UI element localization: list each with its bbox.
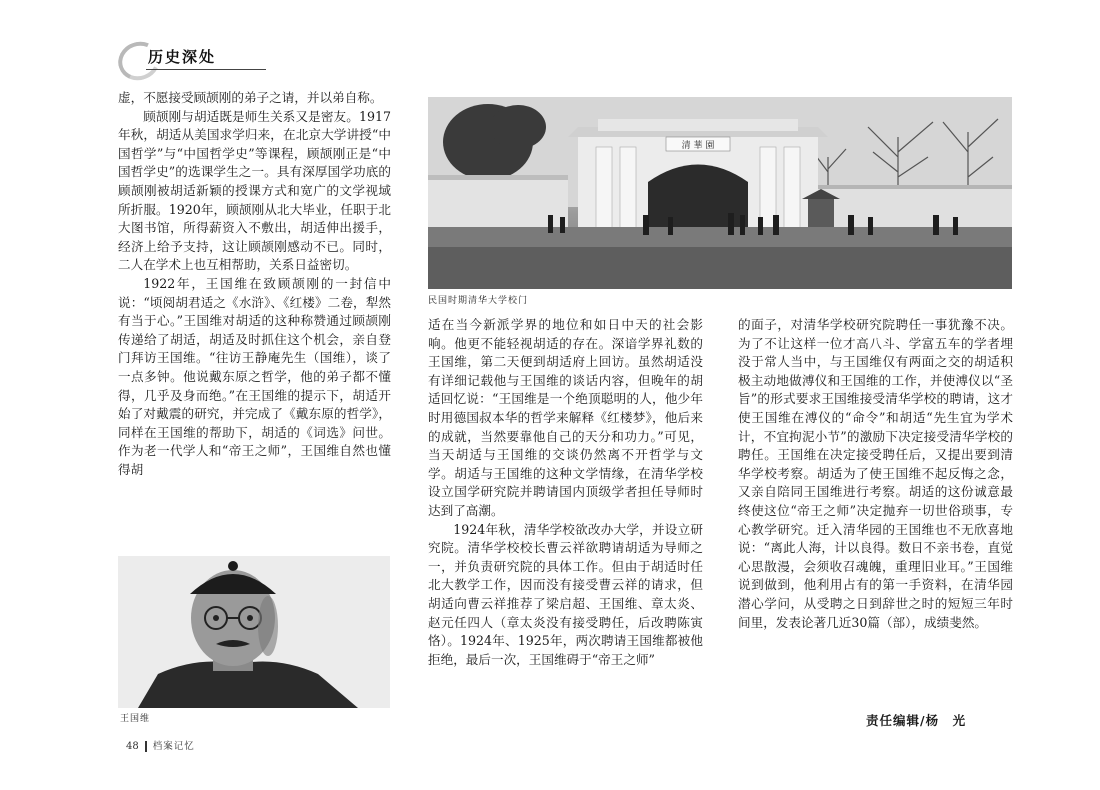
text-column-1 (118, 89, 391, 479)
paragraph: 1924年秋，清华学校欲改办大学，并设立研究院。清华学校校长曹云祥欲聘请胡适为导师之一，并负责研究院的具体工作。但由于胡适时任北大教学工作，因而没有接受曹云祥的请求，但胡适向曹云祥推荐了梁启超、王国维、章太炎、赵元任四人（章太炎没有接受聘任，后改聘陈寅恪）。1924年、1925年，两次聘请王国维都被他拒绝，最后一次，王国维碍于“帝王之师” (428, 521, 703, 667)
magazine-name: 档案记忆 (152, 741, 195, 752)
text-column-2 (428, 316, 703, 669)
tsinghua-gate-photo (428, 97, 1012, 289)
wang-guowei-portrait (118, 556, 390, 708)
portrait-caption: 王国维 (120, 714, 151, 724)
paragraph: 适在当今新派学界的地位和如日中天的社会影响。他更不能轻视胡适的存在。深谙学界礼数的王国维，第二天便到胡适府上回访。虽然胡适没有详细记载他与王国维的谈话内容，但晚年的胡适回忆说：“王国维是一个绝顶聪明的人，他少年时用德国叔本华的哲学来解释《红楼梦》，他后来的成就，当然要靠他自己的天分和功力。”可见，当天胡适与王国维的交谈仍然离不开哲学与文学。胡适与王国维的这种文学情缘，在清华学校设立国学研究院并聘请国内顶级学者担任导师时达到了高潮。 (428, 317, 703, 518)
gate-photo-caption: 民国时期清华大学校门 (428, 296, 529, 306)
paragraph: 虚，不愿接受顾颉刚的弟子之请，并以弟自称。 (118, 90, 383, 105)
section-rule (146, 69, 266, 70)
paragraph: 1922年，王国维在致顾颉刚的一封信中说：“顷阅胡君适之《水浒》、《红楼》二卷，犁然有当于心。”王国维对胡适的这种称赞通过顾颉刚传递给了胡适，胡适及时抓住这个机会，亲自登门拜访王国维。“往访王静庵先生（国维），谈了一点多钟。他说戴东原之哲学，他的弟子都不懂得，几乎及身而绝。”在王国维的提示下，胡适开始了对戴震的研究，并完成了《戴东原的哲学》，同样在王国维的帮助下，胡适的《词选》问世。作为老一代学人和“帝王之师”，王国维自然也懂得胡 (118, 275, 391, 477)
gate-illustration (428, 97, 1012, 289)
paragraph: 顾颉刚与胡适既是师生关系又是密友。1917年秋，胡适从美国求学归来，在北京大学讲授“中国哲学”与“中国哲学史”等课程，顾颉刚正是“中国哲学史”的选课学生之一。具有深厚国学功底的顾颉刚被胡适新颖的授课方式和宽广的文学视域所折服。1920年，顾颉刚从北大毕业，任职于北大图书馆，所得薪资入不敷出，胡适伸出援手，经济上给予支持，这让顾颉刚感动不已。同时，二人在学术上也互相帮助，关系日益密切。 (118, 108, 391, 273)
paragraph: 的面子，对清华学校研究院聘任一事犹豫不决。为了不让这样一位才高八斗、学富五车的学者埋没于常人当中，与王国维仅有两面之交的胡适积极主动地做溥仪和王国维的工作，并使溥仪以“圣旨”的形式要求王国维接受清华学校的聘请，这才使王国维在溥仪的“命令”和胡适“先生宜为学术计，不宜拘泥小节”的激励下决定接受清华学校的聘任。王国维在决定接受聘任后，又提出要到清华学校考察。胡适为了使王国维不起反悔之念，又亲自陪同王国维进行考察。胡适的这份诚意最终使这位“帝王之师”决定抛弃一切世俗琐事，专心教学研究。迁入清华园的王国维也不无欣喜地说：“离此人海，计以良得。数日不亲书卷，直觉心思散漫，会须收召魂魄，重理旧业耳。”王国维说到做到，他利用占有的第一手资料，在清华园潜心学问，从受聘之日到辞世之时的短短三年时间里，发表论著几近30篇（部），成绩斐然。 (738, 317, 1013, 630)
portrait-illustration (118, 556, 390, 708)
page-number: 48 (126, 741, 139, 752)
section-title: 历史深处 (148, 48, 217, 66)
editor-signature: 责任编辑/杨 光 (866, 713, 967, 728)
page-footer (126, 738, 195, 752)
section-header (118, 40, 268, 74)
text-column-3 (738, 316, 1013, 632)
gate-plaque-text: 清 華 園 (681, 141, 715, 151)
footer-divider (145, 741, 147, 752)
